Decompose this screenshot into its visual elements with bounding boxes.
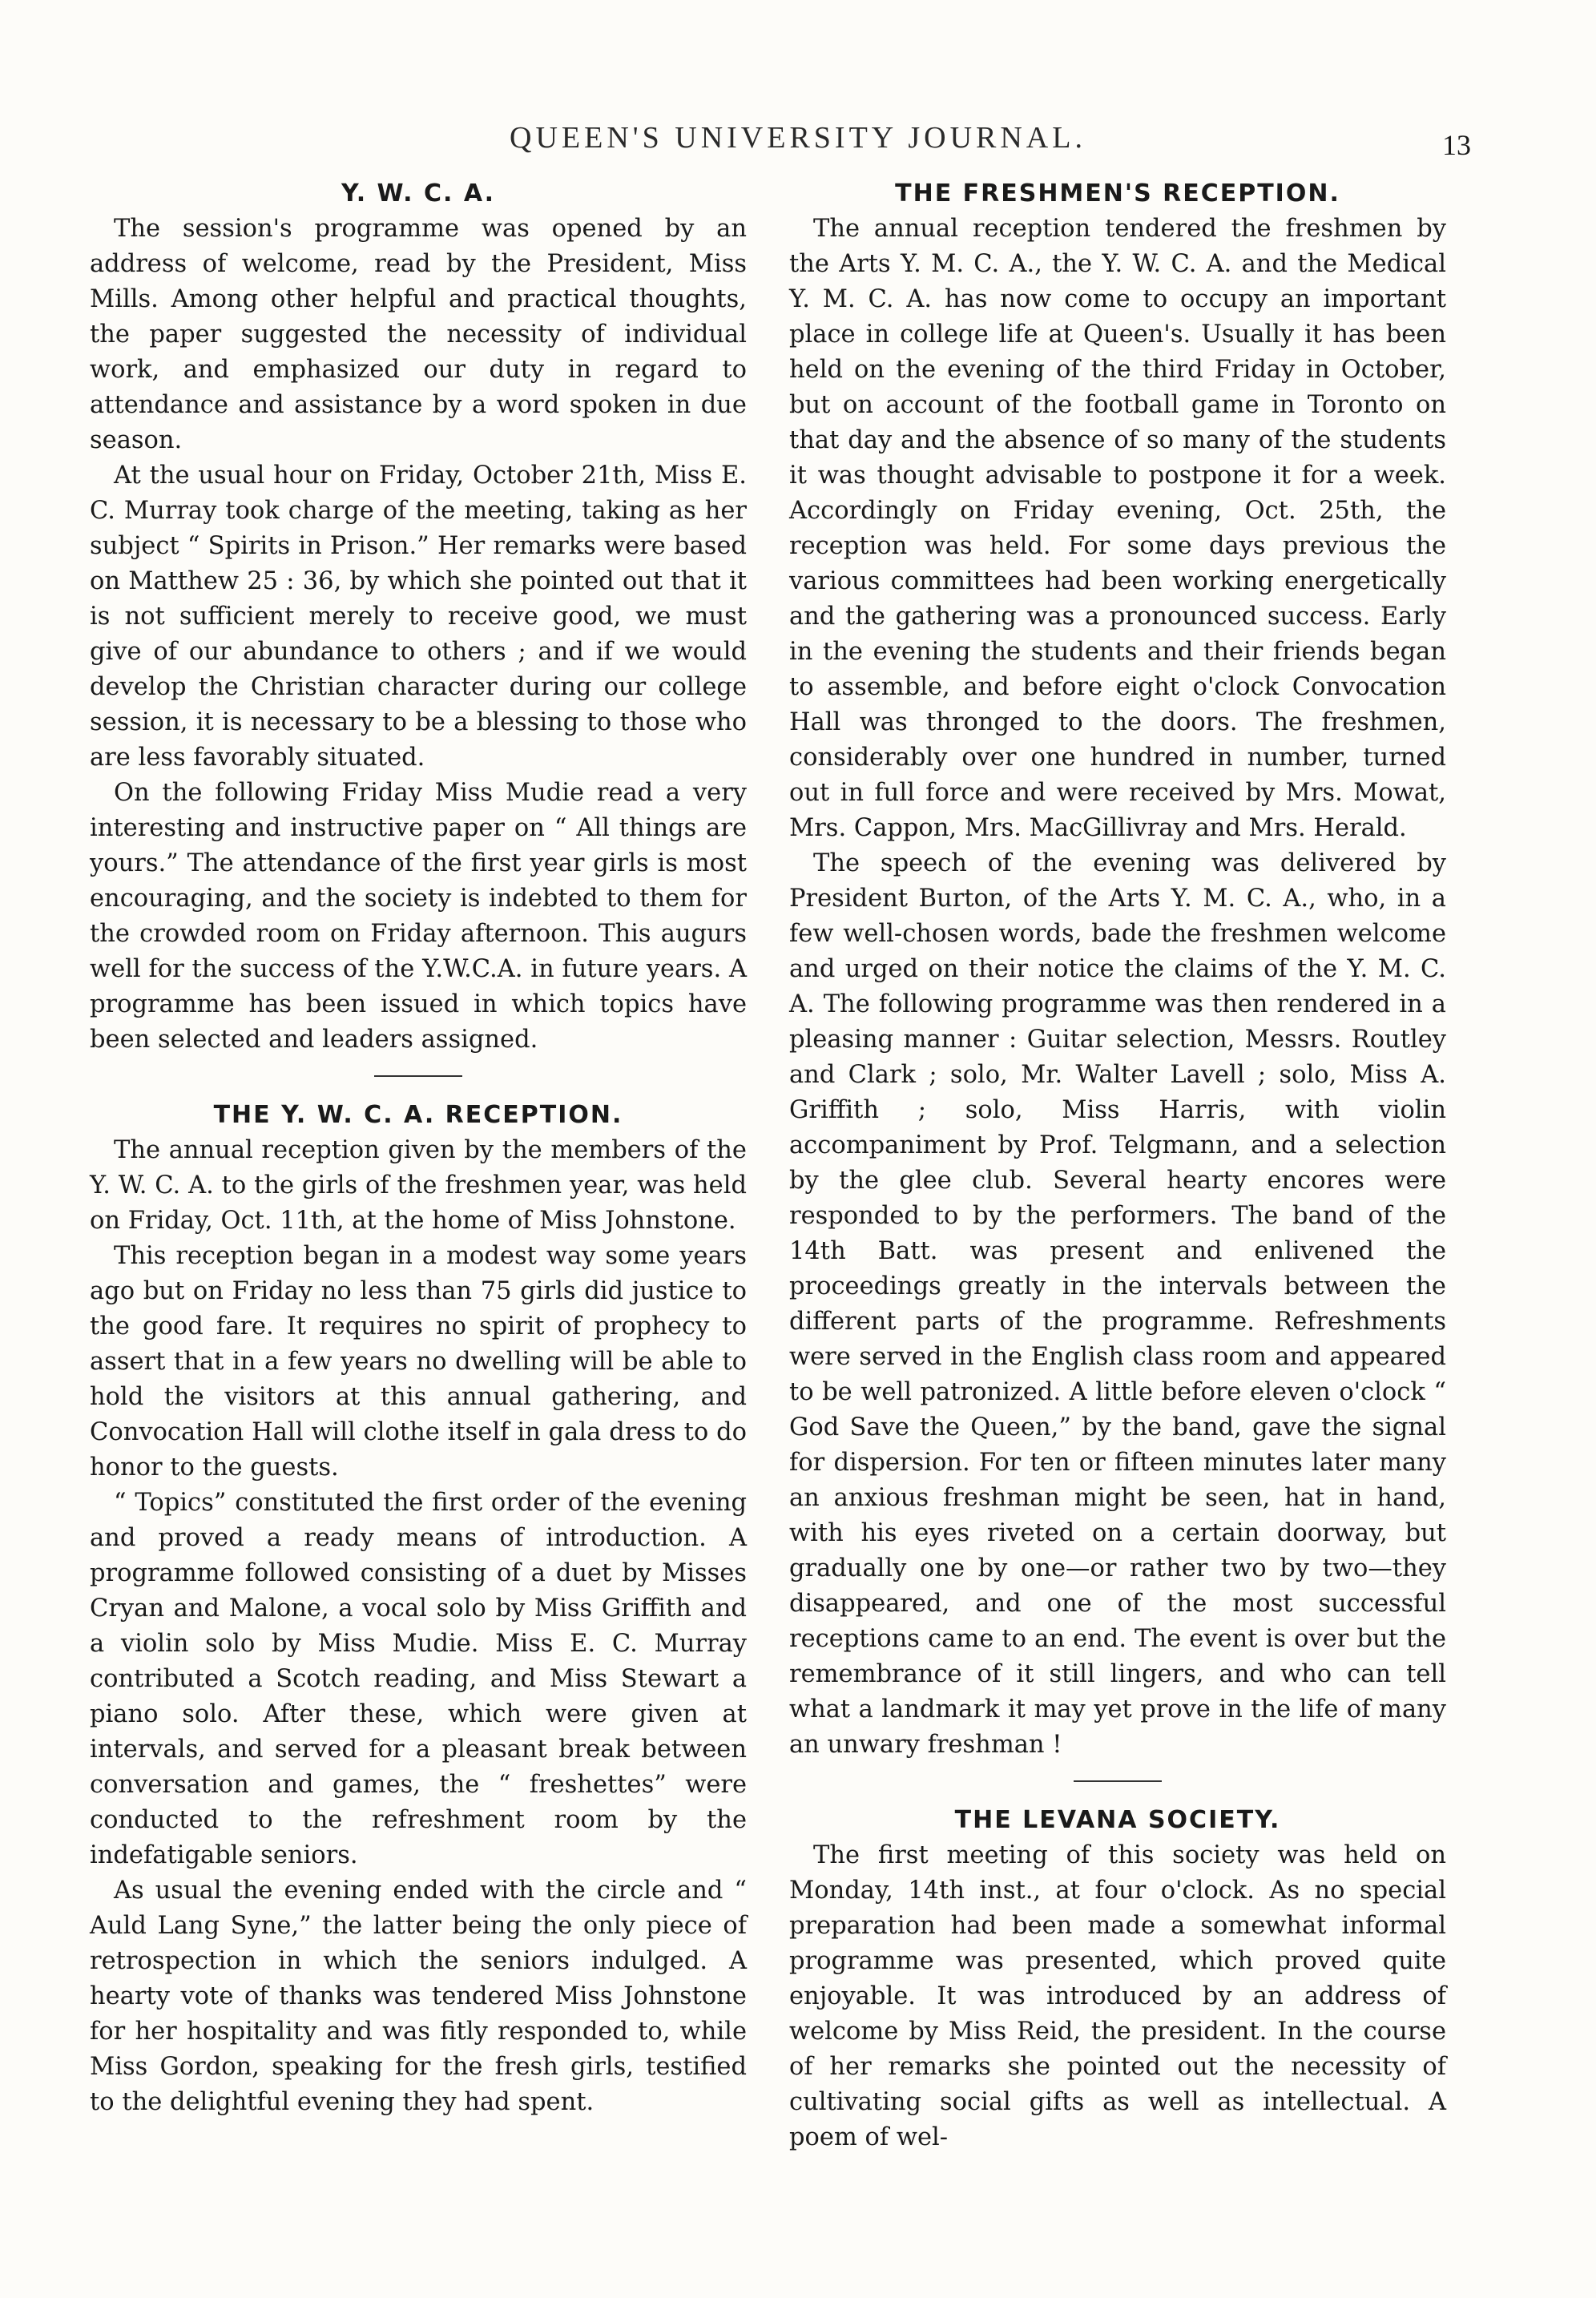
- ywca-paragraph: At the usual hour on Friday, October 21th, Miss E. C. Murray took charge of the meeting, taking as her subject “ Spirits in Prison.” Her remarks were based on Matthew 25 : 36, by which she pointed out that it is not sufficient merely to receive good, we must give of our abundance to others ; and if we would develop the Christian character during our college session, it is necessary to be a blessing to those who are less favorably situated.: [90, 462, 747, 772]
- levana-heading: THE LEVANA SOCIETY.: [954, 1806, 1281, 1834]
- running-head: QUEEN'S UNIVERSITY JOURNAL.: [510, 121, 1086, 155]
- freshmen-reception-paragraph: The speech of the evening was delivered by President Burton, of the Arts Y. M. C. A., who, in a few well-chosen words, bade the freshmen welcome and urged on their notice the claims of the Y. M. C. A. The following programme was then rendered in a pleasing manner : Guitar selection, Messrs. Routley and Clark ; solo, Mr. Walter Lavell ; solo, Miss A. Griffith ; solo, Miss Harris, with violin accompaniment by Prof. Telgmann, and a selection by the glee club. Several hearty encores were responded to by the performers. The band of the 14th Batt. was present and enlivened the proceedings greatly in the intervals between the different parts of the programme. Refreshments were served in the English class room and appeared to be well patronized. A little before eleven o'clock “ God Save the Queen,” by the band, gave the signal for dispersion. For ten or fifteen minutes later many an anxious freshman might be seen, hat in hand, with his eyes riveted on a certain doorway, but gradually one by one—or rather two by two—they disappeared, and one of the most successful receptions came to an end. The event is over but the remembrance of it still lingers, and who can tell what a landmark it may yet prove in the life of many an unwary freshman !: [789, 849, 1446, 1759]
- left-column: [90, 176, 747, 2120]
- levana-paragraph: The first meeting of this society was held on Monday, 14th inst., at four o'clock. As no special preparation had been made a somewhat informal programme was presented, which proved quite enjoyable. It was introduced by an address of welcome by Miss Reid, the president. In the course of her remarks she pointed out the necessity of cultivating social gifts as well as intellectual. A poem of wel-: [789, 1841, 1446, 2151]
- ywca-reception-paragraph: As usual the evening ended with the circle and “ Auld Lang Syne,” the latter being the only piece of retrospection in which the seniors indulged. A hearty vote of thanks was tendered Miss Johnstone for her hospitality and was fitly responded to, while Miss Gordon, speaking for the fresh girls, testified to the delightful evening they had spent.: [90, 1877, 747, 2116]
- ywca-reception-paragraph: “ Topics” constituted the first order of the evening and proved a ready means of introduction. A programme followed consisting of a duet by Misses Cryan and Malone, a vocal solo by Miss Griffith and a violin solo by Miss Mudie. Miss E. C. Murray contributed a Scotch reading, and Miss Stewart a piano solo. After these, which were given at intervals, and served for a pleasant break between conversation and games, the “ freshettes” were conducted to the refreshment room by the indefatigable seniors.: [90, 1489, 747, 1869]
- freshmen-reception-heading: THE FRESHMEN'S RECEPTION.: [895, 179, 1340, 208]
- section-divider: [1074, 1780, 1162, 1782]
- freshmen-reception-paragraph: The annual reception tendered the freshmen by the Arts Y. M. C. A., the Y. W. C. A. and the Medical Y. M. C. A. has now come to occupy an important place in college life at Queen's. Usually it has been held on the evening of the third Friday in October, but on account of the football game in Toronto on that day and the absence of so many of the students it was thought advisable to postpone it for a week. Accordingly on Friday evening, Oct. 25th, the reception was held. For some days previous the various committees had been working energetically and the gathering was a pronounced success. Early in the evening the students and their friends began to assemble, and before eight o'clock Convocation Hall was thronged to the doors. The freshmen, considerably over one hundred in number, turned out in full force and were received by Mrs. Mowat, Mrs. Cappon, Mrs. MacGillivray and Mrs. Herald.: [789, 215, 1446, 842]
- page-number: 13: [1442, 129, 1471, 161]
- section-divider: [374, 1075, 462, 1077]
- right-column: [789, 176, 1446, 2155]
- ywca-reception-paragraph: The annual reception given by the members of the Y. W. C. A. to the girls of the freshmen year, was held on Friday, Oct. 11th, at the home of Miss Johnstone.: [90, 1136, 747, 1235]
- ywca-reception-heading: THE Y. W. C. A. RECEPTION.: [213, 1101, 623, 1129]
- ywca-paragraph: The session's programme was opened by an address of welcome, read by the President, Miss Mills. Among other helpful and practical thoughts, the paper suggested the necessity of individual work, and emphasized our duty in regard to attendance and assistance by a word spoken in due season.: [90, 215, 747, 454]
- ywca-heading: Y. W. C. A.: [341, 179, 496, 208]
- ywca-reception-paragraph: This reception began in a modest way some years ago but on Friday no less than 75 girls did justice to the good fare. It requires no spirit of prophecy to assert that in a few years no dwelling will be able to hold the visitors at this annual gathering, and Convocation Hall will clothe itself in gala dress to do honor to the guests.: [90, 1242, 747, 1482]
- ywca-paragraph: On the following Friday Miss Mudie read a very interesting and instructive paper on “ All things are yours.” The attendance of the first year girls is most encouraging, and the society is indebted to them for the crowded room on Friday afternoon. This augurs well for the success of the Y.W.C.A. in future years. A programme has been issued in which topics have been selected and leaders assigned.: [90, 779, 747, 1054]
